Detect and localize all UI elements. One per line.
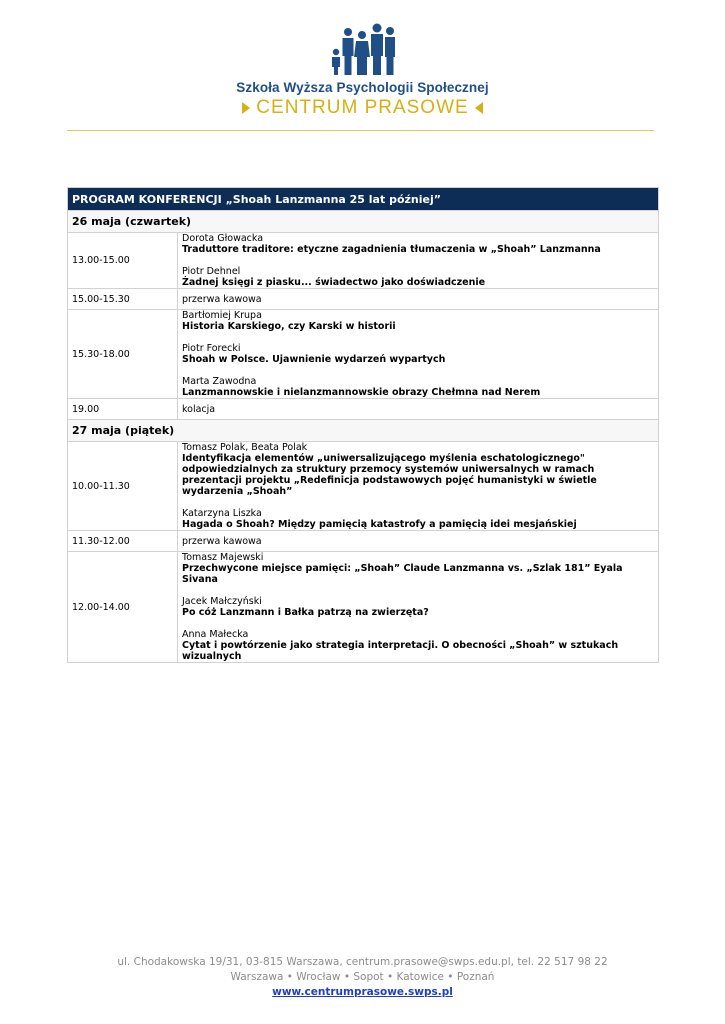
session-time: 13.00-15.00 [68,233,178,289]
program-title-row [68,188,659,211]
session-time: 15.30-18.00 [68,310,178,399]
website-link[interactable]: www.centrumprasowe.swps.pl [272,986,453,998]
speaker-name: Marta Zawodna [182,376,257,387]
program-table [67,187,659,663]
footer-cities: Warszawa • Wrocław • Sopot • Katowice • Poznań [230,971,495,983]
header-divider [67,130,654,131]
break-label: przerwa kawowa [178,289,659,310]
session-row [68,310,659,399]
session-time: 11.30-12.00 [68,531,178,552]
centre-name-banner [0,97,725,119]
session-row [68,552,659,663]
session-time: 12.00-14.00 [68,552,178,663]
speaker-name: Tomasz Polak, Beata Polak [182,442,308,453]
speaker-name: Piotr Dehnel [182,266,241,277]
footer [0,955,725,1000]
speaker-name: Anna Małecka [182,629,249,640]
talk-title: Identyfikacja elementów „uniwersalizującego myślenia eschatologicznego" odpowiedzialnych za struktury przemocy systemów uniwersalnych w ramach prezentacji projektu „Redefinicja podstawowych pojęć humanistyki w świetle wydarzenia „Shoah” [182,453,597,497]
speaker-name: Piotr Forecki [182,343,241,354]
talk-title: Żadnej księgi z piasku... świadectwo jako doświadczenie [182,277,486,288]
dinner-row [68,399,659,420]
family-figures-icon [328,22,398,76]
talk-title: Historia Karskiego, czy Karski w historii [182,321,396,332]
session-time: 19.00 [68,399,178,420]
centre-name: CENTRUM PRASOWE [256,97,469,118]
day-label: 27 maja (piątek) [68,420,659,442]
talk-title: Shoah w Polsce. Ujawnienie wydarzeń wypartych [182,354,446,365]
talk-title: Hagada o Shoah? Między pamięcią katastrofy a pamięcią idei mesjańskiej [182,519,577,530]
session-content [178,442,659,531]
talk-title: Lanzmannowskie i nielanzmannowskie obrazy Chełmna nad Nerem [182,387,541,398]
logo [0,22,725,119]
triangle-right-icon [242,102,250,114]
speaker-name: Katarzyna Liszka [182,508,262,519]
session-content [178,233,659,289]
day-row [68,420,659,442]
speaker-name: Bartłomiej Krupa [182,310,262,321]
session-content [178,310,659,399]
talk-title: Przechwycone miejsce pamięci: „Shoah” Claude Lanzmanna vs. „Szlak 181” Eyala Sivana [182,563,623,585]
footer-address: ul. Chodakowska 19/31, 03-815 Warszawa, centrum.prasowe@swps.edu.pl, tel. 22 517 98 22 [117,956,608,968]
triangle-left-icon [475,102,483,114]
speaker-name: Jacek Małczyński [182,596,262,607]
session-time: 15.00-15.30 [68,289,178,310]
day-row [68,211,659,233]
speaker-name: Tomasz Majewski [182,552,264,563]
talk-title: Po cóż Lanzmann i Bałka patrzą na zwierzęta? [182,607,429,618]
session-content [178,552,659,663]
dinner-label: kolacja [178,399,659,420]
break-row [68,289,659,310]
program-title: PROGRAM KONFERENCJI „Shoah Lanzmanna 25 lat później” [68,188,659,211]
break-label: przerwa kawowa [178,531,659,552]
session-row [68,233,659,289]
session-row [68,442,659,531]
session-time: 10.00-11.30 [68,442,178,531]
school-name: Szkoła Wyższa Psychologii Społecznej [236,80,489,95]
break-row [68,531,659,552]
speaker-name: Dorota Głowacka [182,233,264,244]
talk-title: Cytat i powtórzenie jako strategia interpretacji. O obecności „Shoah” w sztukach wizualnych [182,640,619,662]
talk-title: Traduttore traditore: etyczne zagadnienia tłumaczenia w „Shoah” Lanzmanna [182,244,601,255]
day-label: 26 maja (czwartek) [68,211,659,233]
